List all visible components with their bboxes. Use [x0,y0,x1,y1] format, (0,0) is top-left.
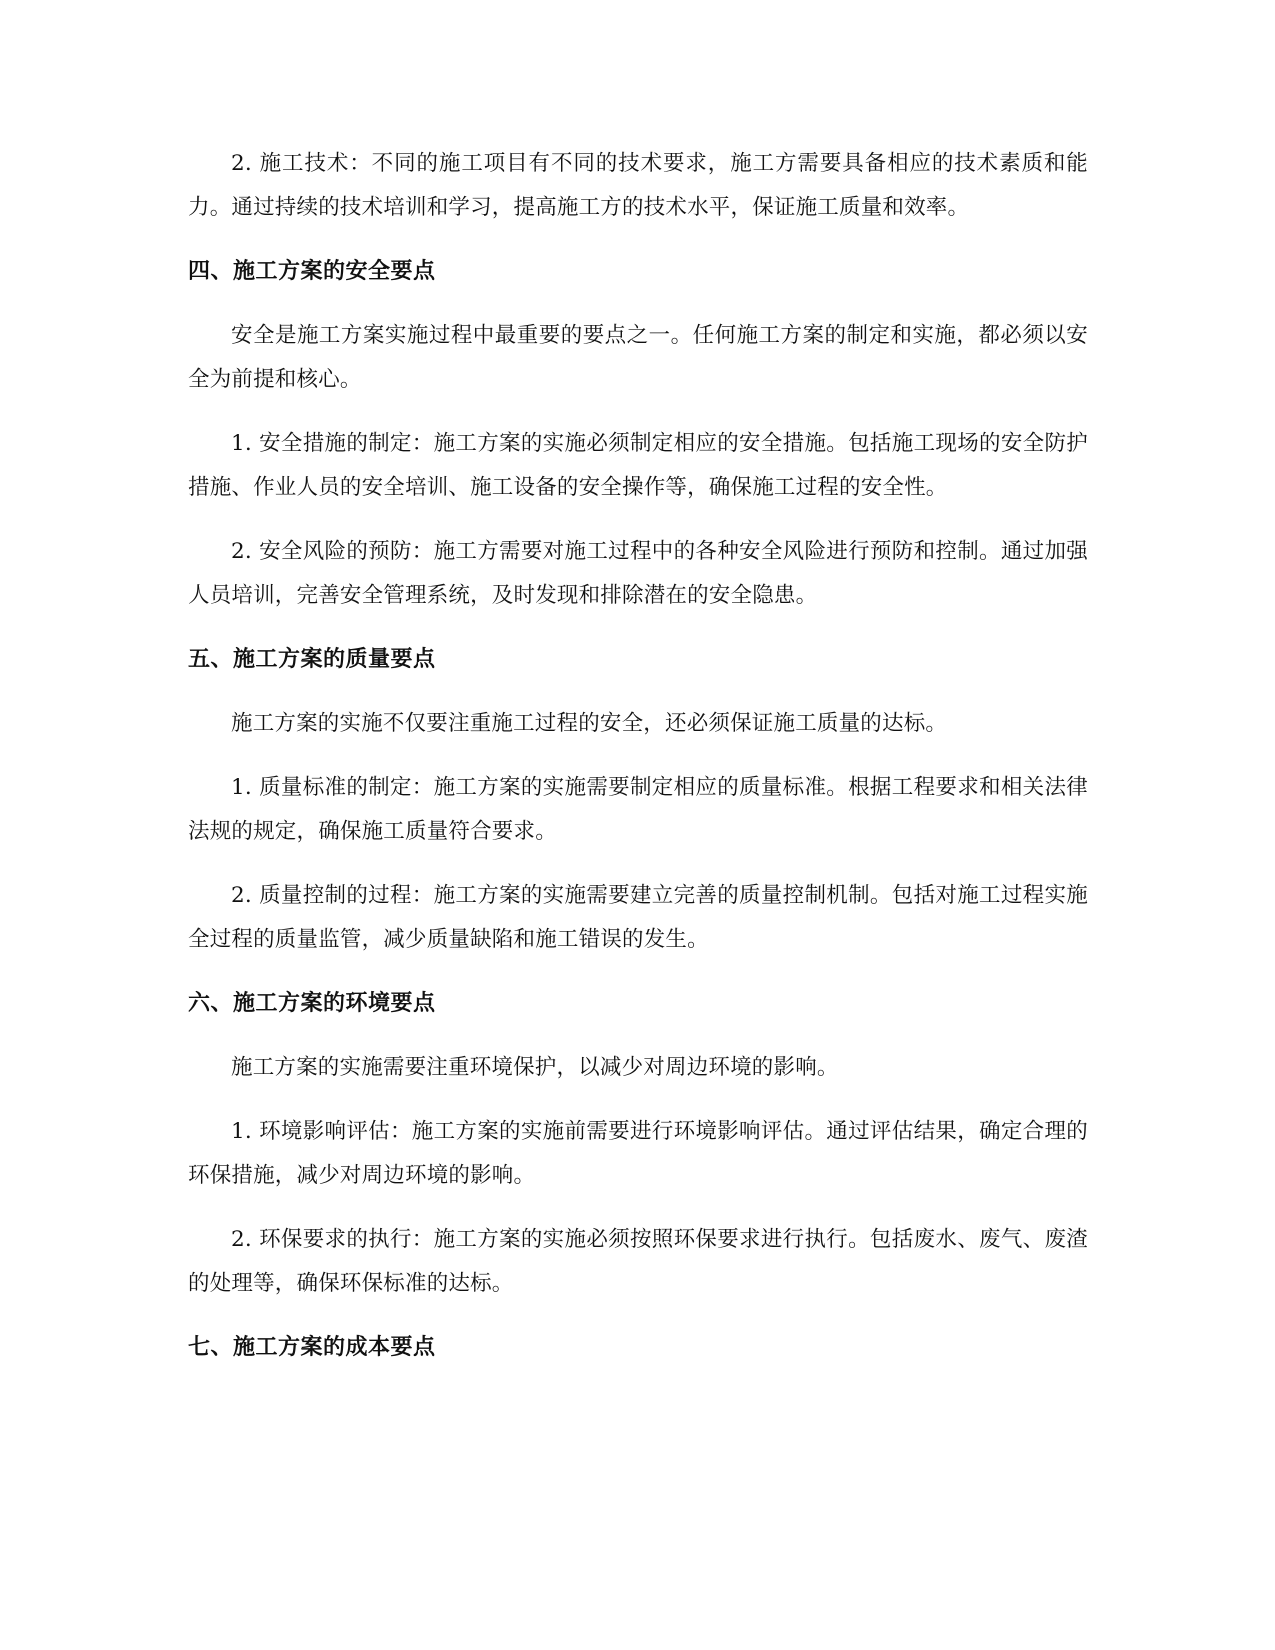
paragraph-environment-intro: 施工方案的实施需要注重环境保护，以减少对周边环境的影响。 [231,1055,839,1080]
paragraph-quality-standards: 1. 质量标准的制定：施工方案的实施需要制定相应的质量标准。根据工程要求和相关法律法规的规定，确保施工质量符合要求。 [188,775,1088,844]
paragraph-quality-control: 2. 质量控制的过程：施工方案的实施需要建立完善的质量控制机制。包括对施工过程实施全过程的质量监管，减少质量缺陷和施工错误的发生。 [188,883,1088,952]
heading-environment-points: 六、施工方案的环境要点 [188,991,436,1016]
paragraph-safety-risk-prevention: 2. 安全风险的预防：施工方需要对施工过程中的各种安全风险进行预防和控制。通过加强人员培训，完善安全管理系统，及时发现和排除潜在的安全隐患。 [188,539,1088,608]
heading-cost-points: 七、施工方案的成本要点 [188,1335,436,1360]
paragraph-safety-intro: 安全是施工方案实施过程中最重要的要点之一。任何施工方案的制定和实施，都必须以安全为前提和核心。 [188,323,1088,392]
paragraph-safety-measures: 1. 安全措施的制定：施工方案的实施必须制定相应的安全措施。包括施工现场的安全防护措施、作业人员的安全培训、施工设备的安全操作等，确保施工过程的安全性。 [188,431,1088,500]
heading-quality-points: 五、施工方案的质量要点 [188,647,436,672]
document-body [188,142,1088,1390]
paragraph-environment-assessment: 1. 环境影响评估：施工方案的实施前需要进行环境影响评估。通过评估结果，确定合理的环保措施，减少对周边环境的影响。 [188,1119,1088,1188]
paragraph-environment-execution: 2. 环保要求的执行：施工方案的实施必须按照环保要求进行执行。包括废水、废气、废渣的处理等，确保环保标准的达标。 [188,1227,1088,1296]
heading-safety-points: 四、施工方案的安全要点 [188,259,436,284]
paragraph-quality-intro: 施工方案的实施不仅要注重施工过程的安全，还必须保证施工质量的达标。 [231,711,948,736]
paragraph-construction-technology: 2. 施工技术：不同的施工项目有不同的技术要求，施工方需要具备相应的技术素质和能力。通过持续的技术培训和学习，提高施工方的技术水平，保证施工质量和效率。 [188,151,1088,220]
